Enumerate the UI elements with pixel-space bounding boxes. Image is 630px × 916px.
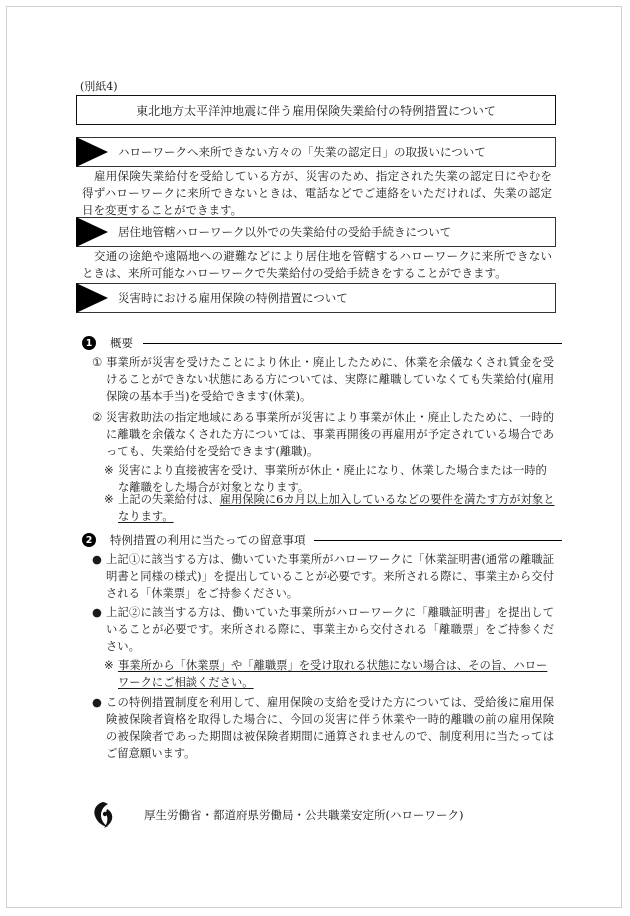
notes-bullet-3 [92,694,554,762]
arrow-icon [76,283,108,313]
notes-heading-label: 特例措置の利用に当たっての留意事項 [110,533,306,547]
section-heading: 災害時における雇用保険の特例措置について [118,291,348,305]
overview-note-2 [104,491,556,525]
notes-bullet-2-note-text: 事業所から「休業票」や「離職票」を受け取れる状態にない場合は、その旨、ハローワークにご相談ください。 [118,659,548,689]
annex-label: (別紙4) [80,80,118,93]
note-marker: ※ [104,659,114,672]
overview-note-2-underlined: 雇用保険に6カ月以上加入しているなどの要件を満たす方が対象となります。 [118,493,555,523]
notes-bullet-1 [92,551,554,602]
overview-note-1-text: 災害により直接被害を受け、事業所が休止・廃止になり、休業した場合または一時的な離職をした場合が対象となります。 [118,464,547,494]
section-heading: 居住地管轄ハローワーク以外での失業給付の受給手続きについて [118,225,452,239]
overview-heading-label: 概要 [110,336,133,350]
notes-heading [82,532,562,548]
overview-item-1-text: 事業所が災害を受けたことにより休止・廃止したために、休業を余儀なくされ賃金を受けることができない状態にある方については、実際に離職していなくても失業給付(雇用保険の基本手当)を受給できます(休業)。 [106,356,554,403]
arrow-icon [76,217,108,247]
notes-bullet-1-text: 上記①に該当する方は、働いていた事業所がハローワークに「休業証明書(通常の離職証明書と同様の様式)」を提出していることが必要です。来所される際に、事業主から交付される「休業票」をご持参ください。 [106,553,554,600]
note-marker: ※ [104,493,114,506]
document-title: 東北地方太平洋沖地震に伴う雇用保険失業給付の特例措置について [76,95,556,125]
notes-bullet-3-text: この特例措置制度を利用して、雇用保険の支給を受けた方については、受給後に雇用保険被保険者資格を取得した場合に、今回の災害に伴う休業や一時的離職の前の雇用保険の被保険者であった期間は被保険者期間に通算されませんので、制度利用に当たってはご留意願います。 [106,696,554,760]
notes-bullet-2-note [104,657,556,691]
overview-note-2-lead: 上記の失業給付は、 [118,493,220,506]
footer [90,800,463,830]
number-badge: 1 [82,336,96,350]
section-banner-other-office [76,217,556,247]
notes-bullet-2 [92,604,554,655]
section-body-other-office: 交通の途絶や遠隔地への避難などにより居住地を管轄するハローワークに来所できないときは、来所可能なハローワークで失業給付の受給手続きをすることができます。 [82,249,552,280]
heading-rule [314,540,563,541]
notes-bullet-2-text: 上記②に該当する方は、働いていた事業所がハローワークに「離職証明書」を提出していることが必要です。来所される際に、事業主から交付される「離職票」をご持参ください。 [106,606,554,653]
heading-rule [143,343,562,344]
arrow-icon [76,137,108,167]
section-heading: ハローワークへ来所できない方々の「失業の認定日」の取扱いについて [118,145,486,159]
section-body-certification-day: 雇用保険失業給付を受給している方が、災害のため、指定された失業の認定日にやむを得ずハローワークに来所できないときは、電話などでご連絡をいただければ、失業の認定日を変更することができます。 [82,169,552,217]
footer-text: 厚生労働省・都道府県労働局・公共職業安定所(ハローワーク) [144,808,464,822]
section-banner-certification-day [76,137,556,167]
item-marker: ① [92,356,103,369]
number-badge: 2 [82,533,96,547]
section-banner-special-measures [76,283,556,313]
overview-note-2-text [118,491,556,525]
bullet-marker: ● [92,606,102,619]
item-marker: ② [92,411,103,424]
overview-heading [82,335,562,351]
note-marker: ※ [104,464,114,477]
bullet-marker: ● [92,696,102,709]
overview-item-2-text: 災害救助法の指定地域にある事業所が災害により事業が休止・廃止したために、一時的に離職を余儀なくされた方については、事業再開後の再雇用が予定されている場合であっても、失業給付を受給できます(離職)。 [106,411,554,458]
overview-item-2 [92,409,554,460]
ministry-logo-icon [90,800,116,830]
bullet-marker: ● [92,553,102,566]
overview-item-1 [92,354,554,405]
